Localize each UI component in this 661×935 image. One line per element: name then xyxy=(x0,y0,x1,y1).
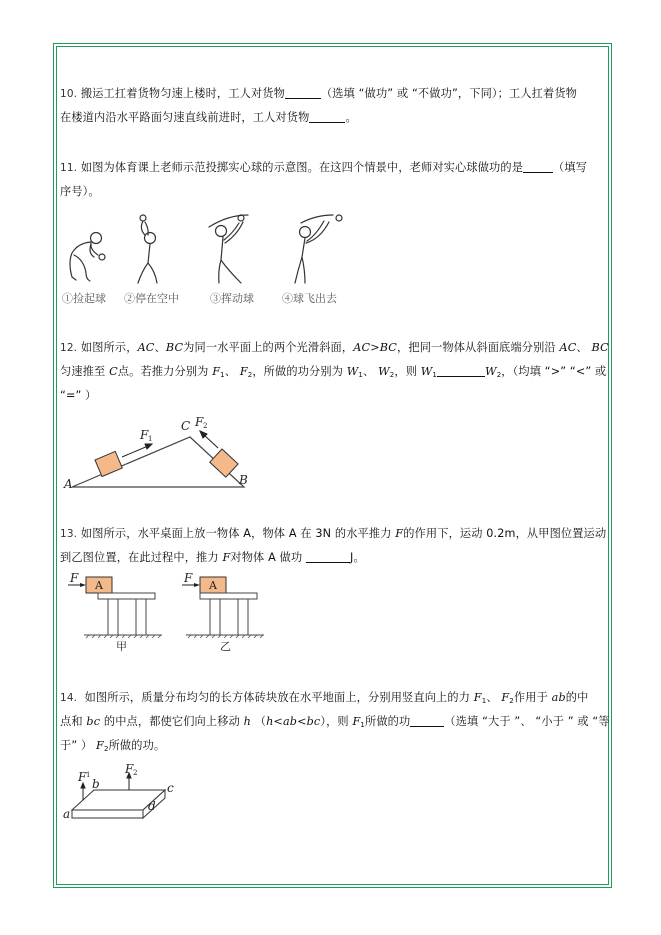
q12-text: ，则 xyxy=(394,365,418,378)
label-c: c xyxy=(167,781,174,795)
question-number: 10. xyxy=(60,88,78,100)
q10-line-2 xyxy=(60,106,602,130)
label-A: A xyxy=(209,579,217,592)
figure-pick-up-ball xyxy=(70,233,105,282)
q14-line-1 xyxy=(60,686,602,710)
q10-text-2: （选填 “做功” 或 “不做功”，下同）；工人扛着货物 xyxy=(320,87,578,100)
answer-blank[interactable] xyxy=(437,363,485,377)
label-b: b xyxy=(92,777,100,791)
label-subscript-2: 2 xyxy=(133,769,138,777)
subscript: 1 xyxy=(220,371,225,379)
table-jia xyxy=(68,572,162,652)
label-F: F xyxy=(140,428,149,442)
label-F: F xyxy=(70,572,79,585)
label-a: a xyxy=(63,807,71,821)
label-F: F xyxy=(125,763,134,776)
answer-blank[interactable] xyxy=(306,549,350,563)
math-C: C xyxy=(109,365,118,378)
q12-text: 匀速推至 xyxy=(60,365,106,378)
answer-blank[interactable] xyxy=(410,713,444,727)
math-W: W xyxy=(485,365,497,378)
answer-blank[interactable] xyxy=(523,159,553,173)
q10-line-1 xyxy=(60,82,602,106)
separator: 、 xyxy=(224,365,237,378)
question-number: 11. xyxy=(60,162,78,174)
block-on-AC xyxy=(95,451,122,476)
block-on-BC xyxy=(210,449,238,477)
label-F: F xyxy=(195,415,204,429)
label-subscript-1: 1 xyxy=(86,771,91,779)
label-subscript-1: 1 xyxy=(148,435,153,443)
question-12 xyxy=(60,336,609,408)
caption-jia: 甲 xyxy=(116,640,127,652)
figure-hold-ball xyxy=(138,215,157,283)
label-subscript-2: 2 xyxy=(203,422,208,430)
figure-caption-1: ①捡起球 xyxy=(62,292,106,305)
label-B: B xyxy=(239,473,248,487)
label-A: A xyxy=(64,477,73,491)
q11-text-2: （填写 xyxy=(553,161,588,174)
figure-13-table-block xyxy=(62,572,268,652)
force-arrow-F1 xyxy=(122,446,148,457)
separator: 、 xyxy=(576,341,588,354)
math-bc: bc xyxy=(86,715,101,728)
subscript: 2 xyxy=(103,745,109,753)
question-11 xyxy=(60,156,602,204)
q14-text: （ xyxy=(254,715,267,728)
q13-text: 到乙图位置，在此过程中，推力 xyxy=(60,551,219,564)
figure-14-brick xyxy=(62,763,182,827)
q12-text: 为同一水平面上的两个光滑斜面， xyxy=(183,341,354,354)
figure-swing-ball xyxy=(209,215,248,283)
q13-line-1 xyxy=(60,522,607,546)
q14-text: 如图所示，质量分布均匀的长方体砖块放在水平地面上，分别用竖直向上的力 xyxy=(84,691,471,704)
subscript: 2 xyxy=(509,697,514,705)
question-14 xyxy=(60,686,610,758)
separator: 、 xyxy=(363,365,375,378)
q14-text: 的中 xyxy=(565,691,589,704)
math-F: F xyxy=(239,365,248,378)
q11-text-1: 如图为体育课上老师示范投掷实心球的示意图。在这四个情景中，老师对实心球做功的是 xyxy=(80,161,524,174)
q10-text-4: 。 xyxy=(345,111,357,124)
q14-text: 所做的功 xyxy=(365,715,411,728)
math-W: W xyxy=(420,365,433,378)
figure-11-stick-figures xyxy=(58,205,358,290)
math-W: W xyxy=(378,365,390,378)
q12-line-2 xyxy=(60,360,607,384)
math-AC: AC xyxy=(559,341,577,354)
q12-text: ，把同一物体从斜面底端分别沿 xyxy=(397,341,556,354)
question-13 xyxy=(60,522,607,570)
separator: 、 xyxy=(486,691,498,704)
separator: 、 xyxy=(154,341,166,354)
math-F: F xyxy=(395,527,404,540)
question-number: 12. xyxy=(60,342,78,354)
math-F: F xyxy=(352,715,361,728)
math-AC-gt-BC: AC>BC xyxy=(353,341,398,354)
math-condition: h<ab<bc xyxy=(266,715,321,728)
q14-line-3 xyxy=(60,734,602,758)
q12-text: 如图所示， xyxy=(80,341,138,354)
q11-line-1 xyxy=(60,156,602,180)
math-F: F xyxy=(222,551,231,564)
math-BC: BC xyxy=(591,341,609,354)
brick-front-face xyxy=(72,810,143,818)
figure-caption-4: ④球飞出去 xyxy=(282,292,337,305)
q14-text: 的中点，都使它们向上移动 xyxy=(103,715,240,728)
subscript: 2 xyxy=(247,371,253,379)
figure-ball-thrown xyxy=(295,215,342,283)
label-A: A xyxy=(95,579,103,592)
q14-text: 点和 xyxy=(60,715,83,728)
q11-line-2 xyxy=(60,180,602,204)
math-h: h xyxy=(243,715,251,728)
subscript: 1 xyxy=(432,371,438,379)
subscript: 1 xyxy=(360,721,365,729)
q14-text: （选填 “大于 ”、 “小于 ” 或 “等 xyxy=(444,715,610,728)
q12-line-3 xyxy=(60,384,602,408)
q13-line-2 xyxy=(60,546,602,570)
label-F: F xyxy=(184,572,193,585)
question-number: 13. xyxy=(60,528,78,540)
math-F: F xyxy=(212,365,221,378)
label-d: d xyxy=(148,799,156,813)
table-top xyxy=(98,593,155,599)
math-F: F xyxy=(96,739,104,752)
math-BC: BC xyxy=(165,341,184,354)
q12-text: ，（均填 “>” “<” 或 xyxy=(501,365,607,378)
q14-line-2 xyxy=(60,710,610,734)
label-F: F xyxy=(78,770,87,784)
label-C: C xyxy=(181,419,191,433)
q12-text: ，所做的功分别为 xyxy=(252,365,344,378)
figure-12-inclined-planes xyxy=(62,410,262,495)
q10-text-3: 在楼道内沿水平路面匀速直线前进时，工人对货物 xyxy=(60,111,310,124)
table-top xyxy=(200,593,257,599)
q13-text: 如图所示，水平桌面上放一物体 A，物体 A 在 3N 的水平推力 xyxy=(80,527,392,540)
q13-text: J。 xyxy=(350,551,365,564)
q14-text: ），则 xyxy=(320,715,349,728)
q14-text: 所做的功。 xyxy=(108,739,166,752)
figure-caption-3: ③挥动球 xyxy=(210,292,254,305)
math-F: F xyxy=(473,691,482,704)
caption-yi: 乙 xyxy=(220,640,231,652)
subscript: 1 xyxy=(481,697,487,705)
q11-text-3: 序号）。 xyxy=(60,185,100,198)
q14-text: 作用于 xyxy=(513,691,548,704)
q13-text: 的作用下，运动 0.2m，从甲图位置运动 xyxy=(403,527,607,540)
table-yi xyxy=(182,572,264,652)
math-ab: ab xyxy=(551,691,566,704)
q13-text: 对物体 A 做功 xyxy=(230,551,303,564)
answer-blank[interactable] xyxy=(285,85,321,99)
figure-caption-2: ②停在空中 xyxy=(124,292,179,305)
subscript: 2 xyxy=(496,371,502,379)
answer-blank[interactable] xyxy=(309,109,345,123)
question-number: 14. xyxy=(60,692,78,704)
q12-line-1 xyxy=(60,336,609,360)
q14-text: 于” ） xyxy=(60,739,93,752)
q12-text: “=” ） xyxy=(60,389,97,402)
subscript: 2 xyxy=(389,371,395,379)
math-AC: AC xyxy=(137,341,155,354)
q10-text-1: 搬运工扛着货物匀速上楼时，工人对货物 xyxy=(80,87,285,100)
subscript: 1 xyxy=(358,371,364,379)
math-F: F xyxy=(501,691,510,704)
question-10 xyxy=(60,82,602,130)
math-W: W xyxy=(346,365,359,378)
q12-text: 点。若推力分别为 xyxy=(117,365,209,378)
